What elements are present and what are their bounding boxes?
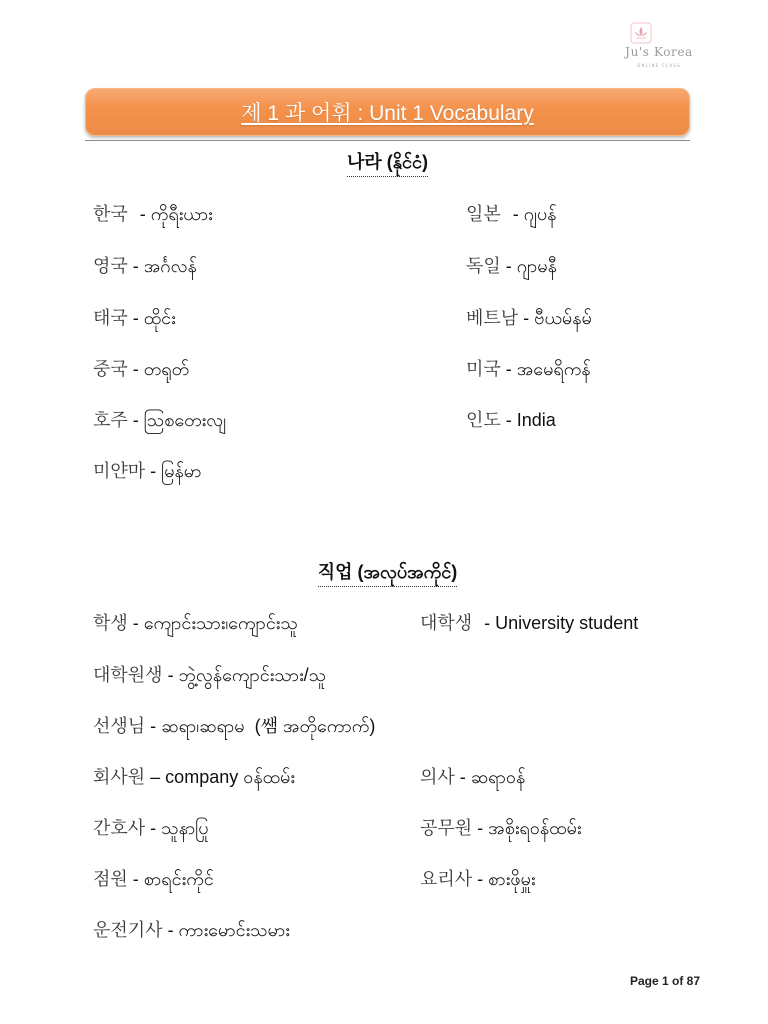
vocab-entry [420,866,535,892]
logo-tagline: ONLINE CLASS [637,63,681,68]
vocab-entry [420,815,581,841]
vocab-meaning: - ဆရာဝန် [459,767,526,787]
vocab-meaning: - တရုတ် [132,359,190,379]
vocab-meaning: - ကားမောင်းသမား [167,920,290,940]
vocab-term: 미얀마 [93,461,146,481]
vocab-meaning: - သူနာပြု [150,818,209,838]
vocab-entry [93,253,197,279]
vocab-term: 호주 [93,410,128,430]
vocab-term: 간호사 [93,818,146,838]
vocab-entry [420,610,638,636]
vocab-meaning: - India [505,410,556,430]
vocab-meaning: - မြန်မာ [150,461,202,481]
section-heading-text: 나라 (နိုင်ငံ) [347,149,428,177]
vocab-meaning: - စားဖိုမှူး [477,869,536,889]
vocab-entry [466,305,592,331]
vocab-entry [93,917,290,943]
vocab-entry [466,407,556,433]
title-banner [85,88,690,136]
vocab-term: 일본 [466,204,501,224]
vocab-entry [93,662,326,688]
vocab-entry [93,305,176,331]
vocab-term: 영국 [93,256,128,276]
logo-name: Ju's Korea [625,45,693,59]
vocab-entry [466,356,591,382]
vocab-term: 미국 [466,359,501,379]
vocab-meaning: - ဂျာမနီ [505,256,557,276]
vocab-entry [93,407,226,433]
vocab-term: 점원 [93,869,128,889]
vocab-term: 회사원 [93,767,146,787]
vocab-meaning: - ဗီယမ်နမ် [523,308,592,328]
title-divider [85,140,690,141]
vocab-entry [93,764,295,790]
vocab-term: 독일 [466,256,501,276]
vocab-meaning: - ကိုရီးယား [139,204,213,224]
vocab-meaning: - ကျောင်းသား၊ကျောင်းသူ [132,613,298,633]
vocab-term: 베트남 [466,308,519,328]
vocab-term: 의사 [420,767,455,787]
section-heading-countries [85,149,690,177]
vocab-term: 공무원 [420,818,473,838]
vocab-entry [93,458,201,484]
vocab-term: 태국 [93,308,128,328]
vocab-meaning: - အမေရိကန် [505,359,591,379]
section-heading-jobs [85,559,690,587]
vocab-entry [93,356,189,382]
vocab-meaning: - အစိုးရဝန်ထမ်း [477,818,582,838]
vocab-meaning: - ဂျပန် [512,204,557,224]
page-title: 제 1 과 어휘 : Unit 1 Vocabulary [241,102,534,125]
vocab-entry [93,866,214,892]
vocab-meaning: – company ဝန်ထမ်း [150,767,295,787]
vocab-entry [93,201,213,227]
vocab-meaning: - ဆရာ၊ဆရာမ (쌤 အတိုကောက်) [150,716,376,736]
vocab-meaning: - သြစတေးလျ [132,410,226,430]
vocab-meaning: - University student [484,613,639,633]
section-heading-text: 직업 (အလုပ်အကိုင်) [318,559,458,587]
vocab-term: 대학생 [420,613,473,633]
vocab-meaning: - ထိုင်း [132,308,176,328]
vocab-term: 운전기사 [93,920,163,940]
vocab-term: 인도 [466,410,501,430]
vocab-entry [420,764,525,790]
vocab-entry [466,253,557,279]
vocab-entry [93,815,209,841]
vocab-term: 중국 [93,359,128,379]
vocab-meaning: - ဘွဲ့လွန်ကျောင်းသား/သူ [167,665,327,685]
vocab-term: 학생 [93,613,128,633]
vocab-term: 한국 [93,204,128,224]
vocab-meaning: - စာရင်းကိုင် [132,869,214,889]
vocab-term: 요리사 [420,869,473,889]
lotus-emblem-icon [630,22,652,44]
vocab-term: 선생님 [93,716,146,736]
vocab-entry [93,610,298,636]
vocab-meaning: - အင်္ဂလန် [132,256,197,276]
vocab-entry [466,201,557,227]
vocab-term: 대학원생 [93,665,163,685]
vocab-entry [93,713,375,739]
page-number: Page 1 of 87 [630,974,701,988]
